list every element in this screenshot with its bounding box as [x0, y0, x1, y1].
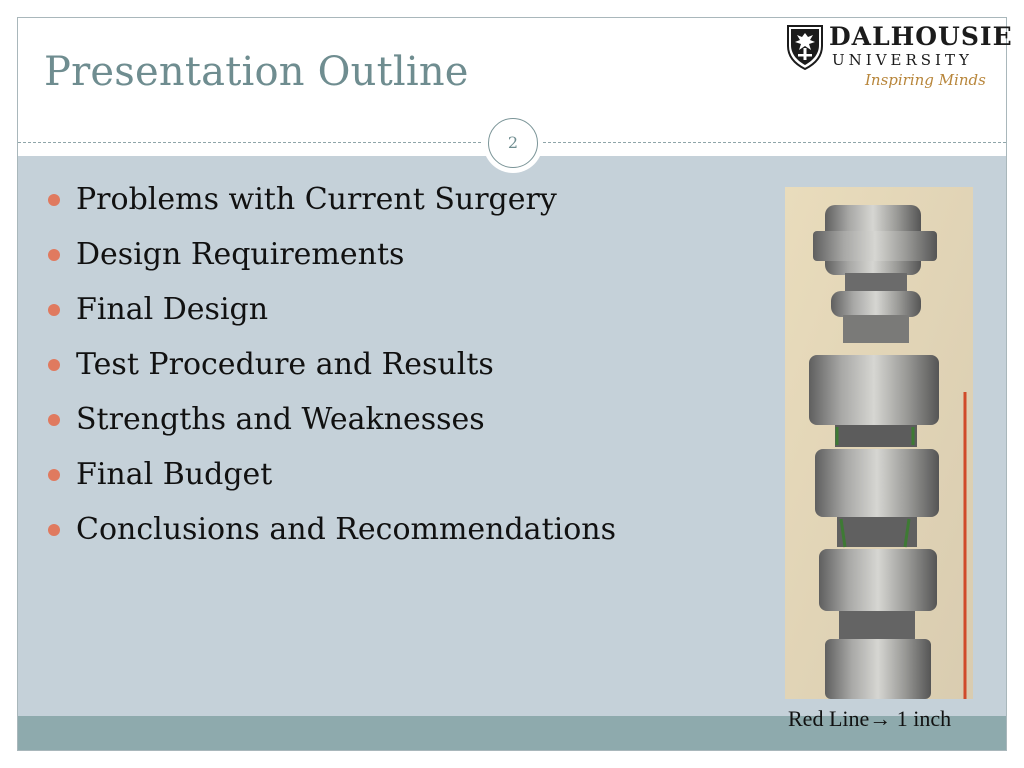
- bullet-dot-icon: [48, 249, 60, 261]
- page-number: 2: [488, 118, 538, 168]
- list-item-text: Final Design: [76, 292, 269, 327]
- page-number-badge: [483, 113, 543, 173]
- list-item-text: Strengths and Weaknesses: [76, 402, 485, 437]
- list-item-text: Test Procedure and Results: [76, 347, 494, 382]
- bullet-dot-icon: [48, 469, 60, 481]
- logo-tagline: Inspiring Minds: [865, 71, 986, 89]
- slide-title: Presentation Outline: [44, 49, 469, 95]
- bullet-dot-icon: [48, 194, 60, 206]
- list-item: [46, 286, 616, 341]
- outline-list: [46, 176, 616, 561]
- list-item: [46, 451, 616, 506]
- logo-name: DALHOUSIE: [829, 22, 1013, 51]
- photo-caption: Red Line→ 1 inch: [788, 706, 952, 731]
- bullet-dot-icon: [48, 414, 60, 426]
- university-logo: [785, 22, 1013, 96]
- list-item-text: Problems with Current Surgery: [76, 182, 557, 217]
- list-item: [46, 506, 616, 561]
- bullet-dot-icon: [48, 304, 60, 316]
- list-item-text: Conclusions and Recommendations: [76, 512, 616, 547]
- list-item-text: Final Budget: [76, 457, 273, 492]
- list-item: [46, 231, 616, 286]
- bullet-dot-icon: [48, 524, 60, 536]
- bullet-dot-icon: [48, 359, 60, 371]
- segmented-metal-device-photo: [785, 187, 973, 699]
- dalhousie-crest-icon: [785, 24, 825, 70]
- logo-subtitle: UNIVERSITY: [832, 51, 973, 69]
- list-item: [46, 396, 616, 451]
- list-item: [46, 341, 616, 396]
- list-item-text: Design Requirements: [76, 237, 405, 272]
- device-photo: [785, 187, 973, 699]
- list-item: [46, 176, 616, 231]
